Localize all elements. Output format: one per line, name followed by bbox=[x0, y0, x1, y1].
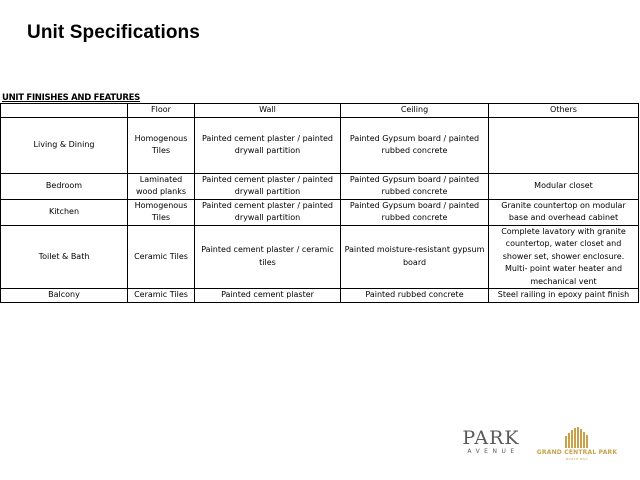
room-cell: Living & Dining bbox=[1, 117, 128, 173]
others-cell: Modular closet bbox=[489, 173, 639, 199]
room-cell: Toilet & Bath bbox=[1, 225, 128, 289]
floor-cell: Laminated wood planks bbox=[128, 173, 195, 199]
park-avenue-logo bbox=[460, 428, 522, 456]
ceiling-cell: Painted Gypsum board / painted rubbed concrete bbox=[341, 117, 489, 173]
ceiling-cell: Painted Gypsum board / painted rubbed concrete bbox=[341, 173, 489, 199]
table-row bbox=[1, 289, 639, 303]
header-cell-others: Others bbox=[489, 104, 639, 118]
ceiling-cell: Painted Gypsum board / painted rubbed concrete bbox=[341, 199, 489, 225]
wall-cell: Painted cement plaster / painted drywall partition bbox=[195, 199, 341, 225]
specifications-table bbox=[0, 103, 639, 303]
others-cell: Granite countertop on modular base and overhead cabinet bbox=[489, 199, 639, 225]
ceiling-cell: Painted rubbed concrete bbox=[341, 289, 489, 303]
room-cell: Kitchen bbox=[1, 199, 128, 225]
floor-cell: Ceramic Tiles bbox=[128, 225, 195, 289]
header-cell-ceiling: Ceiling bbox=[341, 104, 489, 118]
floor-cell: Ceramic Tiles bbox=[128, 289, 195, 303]
page-title: Unit Specifications bbox=[27, 22, 200, 43]
room-cell: Balcony bbox=[1, 289, 128, 303]
table-row bbox=[1, 173, 639, 199]
table-row bbox=[1, 225, 639, 289]
ceiling-cell: Painted moisture-resistant gypsum board bbox=[341, 225, 489, 289]
skyline-icon bbox=[562, 427, 592, 448]
section-heading: UNIT FINISHES AND FEATURES bbox=[2, 93, 140, 103]
wall-cell: Painted cement plaster bbox=[195, 289, 341, 303]
table-row bbox=[1, 199, 639, 225]
table-row bbox=[1, 117, 639, 173]
grand-central-park-logo bbox=[532, 427, 622, 461]
park-avenue-logo-line1: PARK bbox=[462, 427, 520, 449]
header-cell-floor: Floor bbox=[128, 104, 195, 118]
park-avenue-logo-line2: AVENUE bbox=[467, 448, 519, 455]
wall-cell: Painted cement plaster / painted drywall partition bbox=[195, 173, 341, 199]
table-header-row bbox=[1, 104, 639, 118]
header-cell-wall: Wall bbox=[195, 104, 341, 118]
grand-central-park-name: GRAND CENTRAL PARK bbox=[536, 449, 618, 456]
others-cell: Complete lavatory with granite countertop, water closet and shower set, shower enclosure. Multi- point water heater and mechanical vent bbox=[489, 225, 639, 289]
wall-cell: Painted cement plaster / painted drywall partition bbox=[195, 117, 341, 173]
floor-cell: Homogenous Tiles bbox=[128, 117, 195, 173]
grand-central-park-sub: NORTH BGC bbox=[565, 457, 589, 461]
header-cell-room bbox=[1, 104, 128, 118]
room-cell: Bedroom bbox=[1, 173, 128, 199]
wall-cell: Painted cement plaster / ceramic tiles bbox=[195, 225, 341, 289]
floor-cell: Homogenous Tiles bbox=[128, 199, 195, 225]
others-cell: Steel railing in epoxy paint finish bbox=[489, 289, 639, 303]
others-cell bbox=[489, 117, 639, 173]
